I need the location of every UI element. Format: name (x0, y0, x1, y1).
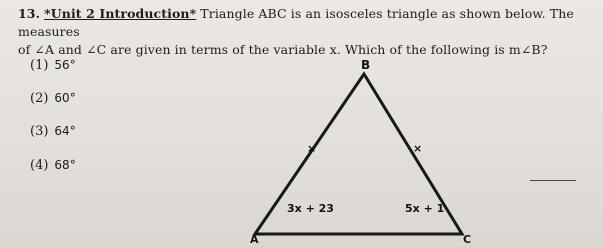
question-line-1: Triangle ABC is an isosceles triangle as shown below. The measures (18, 6, 574, 39)
tick-mark-ab: × (307, 142, 317, 155)
choice-4-value: 68° (54, 158, 76, 172)
unit-tag: *Unit 2 Introduction* (44, 6, 197, 21)
vertex-a-label: A (250, 233, 259, 246)
choice-3-number: (3) (30, 124, 49, 139)
choice-1-number: (1) (30, 58, 49, 73)
question-line-2: of ∠A and ∠C are given in terms of the variable x. Which of the following is m∠B? (18, 42, 548, 57)
choice-1-value: 56° (54, 58, 76, 72)
angle-c-expression: 5x + 1 (405, 202, 445, 215)
choice-2-value: 60° (54, 91, 76, 105)
vertex-c-label: C (463, 233, 472, 246)
tick-mark-bc: × (413, 142, 423, 155)
choice-4-number: (4) (30, 158, 49, 173)
angle-a-expression: 3x + 23 (287, 202, 334, 215)
vertex-b-label: B (361, 58, 371, 72)
question-number: 13. (18, 6, 41, 21)
choice-2-number: (2) (30, 91, 49, 106)
choice-3-value: 64° (54, 124, 76, 138)
